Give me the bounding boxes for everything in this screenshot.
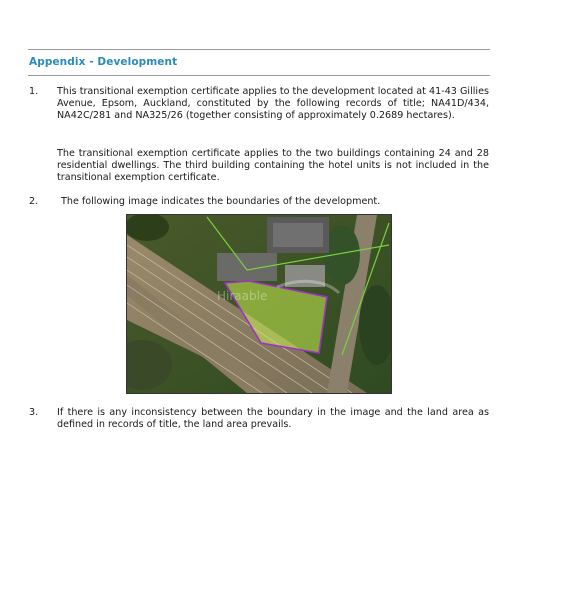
item-1-number: 1. xyxy=(29,86,39,97)
aerial-map-image xyxy=(126,214,392,394)
image-watermark: Hiraable xyxy=(217,289,268,303)
item-1-paragraph-1: This transitional exemption certificate applies to the development located at 41-43 Gillies Avenue, Epsom, Auckland, constituted by the following records of title; NA41D/434, NA42C/281 and NA325/26 (together consisting of approximately 0.2689 hectares). xyxy=(57,86,489,121)
top-rule xyxy=(28,49,490,50)
item-3-number: 3. xyxy=(29,407,39,418)
bottom-rule xyxy=(28,75,490,76)
item-2-paragraph-1: The following image indicates the boundaries of the development. xyxy=(61,196,381,207)
section-heading: Appendix - Development xyxy=(29,56,178,68)
item-1-paragraph-2: The transitional exemption certificate applies to the two buildings containing 24 and 28 residential dwellings. The third building containing the hotel units is not included in the transitional exemption certificate. xyxy=(57,148,489,183)
item-3-paragraph-1: If there is any inconsistency between the boundary in the image and the land area as defined in records of title, the land area prevails. xyxy=(57,407,489,430)
item-2-number: 2. xyxy=(29,196,39,207)
